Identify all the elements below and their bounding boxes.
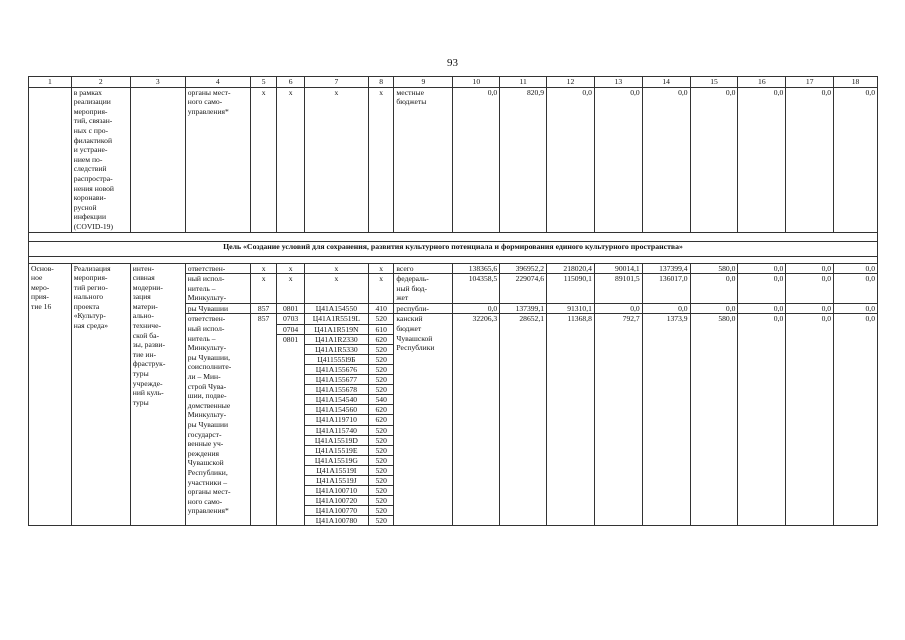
- section-codes-cell: [277, 314, 304, 526]
- funding-source-cell: всего: [394, 263, 453, 274]
- cell-line: 520: [375, 516, 387, 526]
- table-cell: [130, 87, 185, 232]
- value-cell: 820,9: [500, 87, 547, 232]
- cell-line: ных с про-: [73, 125, 109, 135]
- cell-line: 0703: [277, 314, 303, 324]
- goal-row: [29, 241, 878, 256]
- cell-line: строй Чува-: [187, 381, 227, 391]
- cell-line: ответствен-: [187, 314, 226, 324]
- cell-line: ное: [31, 273, 43, 283]
- value-cell: 0,0: [453, 303, 500, 314]
- value-cell: 0,0: [786, 87, 834, 232]
- cell-line: участники –: [187, 477, 228, 487]
- goal-heading: Цель «Создание условий для сохранения, развития культурного потенциала и формирования единого культурного пространства»: [29, 241, 878, 256]
- cell-line: соисполните-: [187, 362, 232, 372]
- value-cell: 11368,8: [547, 314, 595, 526]
- header-cell: 6: [277, 77, 304, 88]
- cell-line: коронави-: [73, 193, 107, 203]
- cell-line: Ц41А154560: [305, 405, 368, 415]
- cell-line: управления*: [187, 506, 229, 516]
- task-cell: [130, 263, 185, 526]
- value-cell: 0,0: [690, 274, 738, 304]
- cell-line: Ц41А15519E: [305, 446, 368, 456]
- value-cell: 0,0: [834, 314, 878, 526]
- header-row: [29, 77, 878, 88]
- header-cell: 12: [547, 77, 595, 88]
- value-cell: 396952,2: [500, 263, 547, 274]
- cell-line: в рамках: [73, 87, 102, 97]
- cell-line: сивная: [132, 273, 155, 283]
- header-cell: 17: [786, 77, 834, 88]
- cell-line: интен-: [132, 263, 155, 273]
- header-cell: 16: [738, 77, 786, 88]
- cell-line: Ц411555l9Б: [305, 355, 368, 365]
- cell-line: 520: [369, 365, 393, 375]
- cell-line: 520: [369, 426, 393, 436]
- funding-source-cell: республи-: [394, 303, 453, 314]
- cell-line: Ц41А1R5519L: [305, 314, 368, 324]
- program-table: [28, 76, 878, 526]
- cell-line: зы, разви-: [132, 340, 166, 350]
- header-cell: 2: [71, 77, 130, 88]
- table-row: [29, 87, 878, 232]
- value-cell: 0,0: [690, 87, 738, 232]
- value-cell: 0,0: [690, 303, 738, 314]
- value-cell: 0,0: [834, 263, 878, 274]
- cell-line: реждения: [187, 448, 220, 458]
- table-cell: 0801: [277, 303, 304, 314]
- cell-line: нитель –: [187, 283, 216, 293]
- cell-line: ской ба-: [132, 330, 159, 340]
- value-cell: 0,0: [594, 87, 642, 232]
- cell-line: 540: [369, 395, 393, 405]
- value-cell: 32206,3: [453, 314, 500, 526]
- cell-line: Ц41А1R2330: [305, 335, 368, 345]
- cell-line: фраструк-: [132, 359, 166, 369]
- cell-line: следствий: [73, 164, 107, 174]
- cell-line: ного само-: [187, 496, 223, 506]
- cell-line: Реализация: [73, 263, 111, 273]
- cell-line: Минкульту-: [187, 293, 227, 303]
- cell-line: «Культур-: [73, 311, 106, 321]
- value-cell: 0,0: [786, 314, 834, 526]
- cell-line: ная среда»: [73, 321, 109, 331]
- value-cell: 0,0: [738, 263, 786, 274]
- executor-cell: [185, 87, 250, 232]
- cell-line: 520: [369, 486, 393, 496]
- value-cell: 91310,1: [547, 303, 595, 314]
- cell-line: бюджеты: [396, 97, 427, 107]
- cell-line: туры: [132, 397, 149, 407]
- cell-line: тие 16: [31, 301, 52, 311]
- value-cell: 229074,6: [500, 274, 547, 304]
- value-cell: 0,0: [642, 87, 690, 232]
- cell-line: шии, подве-: [187, 391, 227, 401]
- cell-line: распростра-: [73, 173, 113, 183]
- cell-line: 610: [369, 325, 393, 335]
- value-cell: 138365,6: [453, 263, 500, 274]
- cell-line: нения новой: [73, 183, 114, 193]
- value-cell: 0,0: [738, 303, 786, 314]
- cell-line: Чувашской: [187, 458, 224, 468]
- cell-line: проекта: [73, 301, 100, 311]
- cell-line: 520: [369, 314, 393, 324]
- header-cell: 18: [834, 77, 878, 88]
- value-cell: 0,0: [786, 303, 834, 314]
- cell-line: тий, связан-: [73, 116, 113, 126]
- table-cell: x: [304, 87, 368, 232]
- value-cell: 0,0: [786, 263, 834, 274]
- table-cell: x: [368, 263, 393, 274]
- header-cell: 11: [500, 77, 547, 88]
- table-cell: Ц41А154550: [304, 303, 368, 314]
- value-cell: 89101,5: [594, 274, 642, 304]
- value-cell: 0,0: [642, 303, 690, 314]
- funding-source-cell: [394, 274, 453, 304]
- cell-line: 620: [369, 405, 393, 415]
- cell-line: домственные: [187, 400, 231, 410]
- cell-line: тий регио-: [73, 282, 108, 292]
- gap-cell: [29, 256, 878, 263]
- value-cell: 104358,5: [453, 274, 500, 304]
- cell-line: органы мест-: [187, 87, 231, 97]
- cell-line: туры: [132, 369, 149, 379]
- cell-line: русной: [73, 202, 97, 212]
- cell-line: Ц41А155677: [305, 375, 368, 385]
- funding-source-cell: [394, 87, 453, 232]
- cell-line: 520: [369, 456, 393, 466]
- gap-cell: [29, 232, 878, 241]
- cell-line: Ц41А15519D: [305, 436, 368, 446]
- cell-line: нием по-: [73, 154, 103, 164]
- table-cell: x: [304, 274, 368, 304]
- cell-line: и устране-: [73, 145, 108, 155]
- value-cell: 218020,4: [547, 263, 595, 274]
- cell-line: 0801: [282, 334, 299, 344]
- table-cell: x: [304, 263, 368, 274]
- cell-line: нитель –: [187, 333, 216, 343]
- cell-line: Ц41А100710: [305, 486, 368, 496]
- header-cell: 15: [690, 77, 738, 88]
- value-cell: 28652,1: [500, 314, 547, 526]
- event-number-cell: [29, 263, 72, 526]
- table-cell: 410: [368, 303, 393, 314]
- value-cell: 136017,0: [642, 274, 690, 304]
- cell-line: ли – Мин-: [187, 372, 221, 382]
- gap-row: [29, 256, 878, 263]
- gap-row: [29, 232, 878, 241]
- target-codes-cell: [304, 314, 368, 526]
- cell-line: 520: [369, 375, 393, 385]
- cell-line: ры Чувашии: [187, 420, 229, 429]
- table-cell: x: [368, 274, 393, 304]
- cell-line: 520: [369, 436, 393, 446]
- cell-line: канский: [396, 314, 423, 324]
- cell-line: Основ-: [31, 263, 54, 273]
- cell-line: венные уч-: [187, 439, 224, 449]
- cell-line: 520: [369, 496, 393, 506]
- cell-line: 620: [369, 335, 393, 345]
- cell-line: Республики: [396, 343, 435, 353]
- cell-line: ного само-: [187, 97, 223, 107]
- table-cell: 857: [250, 303, 276, 314]
- table-row: [29, 263, 878, 274]
- header-cell: 10: [453, 77, 500, 88]
- cell-line: Ц41А100780: [315, 516, 358, 526]
- expense-codes-cell: [368, 314, 393, 526]
- value-cell: 137399,1: [500, 303, 547, 314]
- cell-line: 520: [369, 385, 393, 395]
- value-cell: 0,0: [834, 87, 878, 232]
- value-cell: 0,0: [547, 87, 595, 232]
- table-cell: x: [250, 87, 276, 232]
- event-description-cell: [71, 263, 130, 526]
- cell-line: Минкульту-: [187, 410, 227, 420]
- value-cell: 1373,9: [642, 314, 690, 526]
- cell-line: нального: [73, 292, 104, 302]
- cell-line: инфекции: [73, 212, 107, 222]
- cell-line: Ц41А1R519N: [305, 325, 368, 335]
- cell-line: Ц41А155678: [305, 385, 368, 395]
- cell-line: Ц41А15519J: [305, 476, 368, 486]
- cell-line: Ц41А115740: [305, 426, 368, 436]
- table-cell: x: [368, 87, 393, 232]
- page-number: 93: [447, 57, 458, 69]
- header-cell: 13: [594, 77, 642, 88]
- cell-line: государст-: [187, 429, 222, 439]
- header-cell: 5: [250, 77, 276, 88]
- cell-line: меро-: [31, 282, 50, 292]
- value-cell: 0,0: [834, 274, 878, 304]
- cell-line: Ц41А1R5330: [305, 345, 368, 355]
- executor-cell: [185, 314, 250, 526]
- value-cell: 0,0: [738, 274, 786, 304]
- cell-line: мероприя-: [73, 106, 108, 116]
- cell-line: ный испол-: [187, 274, 225, 284]
- cell-line: филактикой: [73, 135, 113, 145]
- cell-line: федераль-: [396, 274, 429, 284]
- funding-source-cell: [394, 314, 453, 526]
- header-cell: 4: [185, 77, 250, 88]
- cell-line: ры Чувашии,: [187, 352, 231, 362]
- executor-cell: ответствен-: [185, 263, 250, 274]
- table-cell: 857: [250, 314, 276, 526]
- cell-line: Ц41А100770: [305, 506, 368, 516]
- header-cell: 14: [642, 77, 690, 88]
- executor-cell: ры Чувашии: [185, 303, 250, 314]
- cell-line: (COVID-19): [73, 221, 113, 231]
- cell-line: 0704: [277, 325, 303, 335]
- cell-line: Ц41А100720: [305, 496, 368, 506]
- cell-line: управления*: [187, 106, 229, 116]
- cell-line: местные: [396, 87, 424, 97]
- cell-line: Ц41А155676: [305, 365, 368, 375]
- value-cell: 0,0: [786, 274, 834, 304]
- cell-line: Ц41А154540: [305, 395, 368, 405]
- cell-line: модерни-: [132, 282, 163, 292]
- cell-line: Ц41А119710: [305, 415, 368, 425]
- cell-line: Минкульту-: [187, 343, 227, 353]
- cell-line: 520: [369, 446, 393, 456]
- value-cell: 580,0: [690, 263, 738, 274]
- table-cell: [29, 87, 72, 232]
- value-cell: 137399,4: [642, 263, 690, 274]
- cell-line: 520: [369, 476, 393, 486]
- value-cell: 580,0: [690, 314, 738, 526]
- table-cell: x: [250, 263, 276, 274]
- value-cell: 115090,1: [547, 274, 595, 304]
- cell-line: 520: [369, 466, 393, 476]
- value-cell: 0,0: [738, 314, 786, 526]
- table-cell: x: [277, 274, 304, 304]
- cell-line: учрежде-: [132, 378, 163, 388]
- event-description-cell: [71, 87, 130, 232]
- cell-line: мероприя-: [73, 273, 108, 283]
- header-cell: 9: [394, 77, 453, 88]
- cell-line: Ц41А15519I: [305, 466, 368, 476]
- cell-line: техниче-: [132, 321, 162, 331]
- cell-line: ный испол-: [187, 324, 225, 334]
- value-cell: 792,7: [594, 314, 642, 526]
- cell-line: 520: [369, 506, 393, 516]
- table-cell: x: [277, 87, 304, 232]
- table-cell: x: [250, 274, 276, 304]
- cell-line: ально-: [132, 311, 154, 321]
- cell-line: бюджет: [396, 324, 422, 334]
- cell-line: органы мест-: [187, 487, 231, 497]
- header-cell: 7: [304, 77, 368, 88]
- cell-line: прия-: [31, 292, 49, 302]
- value-cell: 0,0: [453, 87, 500, 232]
- value-cell: 0,0: [738, 87, 786, 232]
- cell-line: жет: [396, 293, 409, 303]
- cell-line: Ц41А15519G: [305, 456, 368, 466]
- value-cell: 90014,1: [594, 263, 642, 274]
- cell-line: зация: [132, 292, 151, 302]
- cell-line: 520: [369, 345, 393, 355]
- cell-line: ный бюд-: [396, 283, 428, 293]
- executor-cell: [185, 274, 250, 304]
- header-cell: 1: [29, 77, 72, 88]
- cell-line: Чувашской: [396, 333, 433, 343]
- value-cell: 0,0: [834, 303, 878, 314]
- cell-line: Республики,: [187, 467, 228, 477]
- cell-line: реализации: [73, 97, 111, 107]
- value-cell: 0,0: [594, 303, 642, 314]
- cell-line: 620: [369, 415, 393, 425]
- table-cell: x: [277, 263, 304, 274]
- cell-line: 520: [369, 355, 393, 365]
- cell-line: матери-: [132, 301, 158, 311]
- header-cell: 8: [368, 77, 393, 88]
- header-cell: 3: [130, 77, 185, 88]
- cell-line: ний куль-: [132, 388, 164, 398]
- cell-line: тие ин-: [132, 349, 157, 359]
